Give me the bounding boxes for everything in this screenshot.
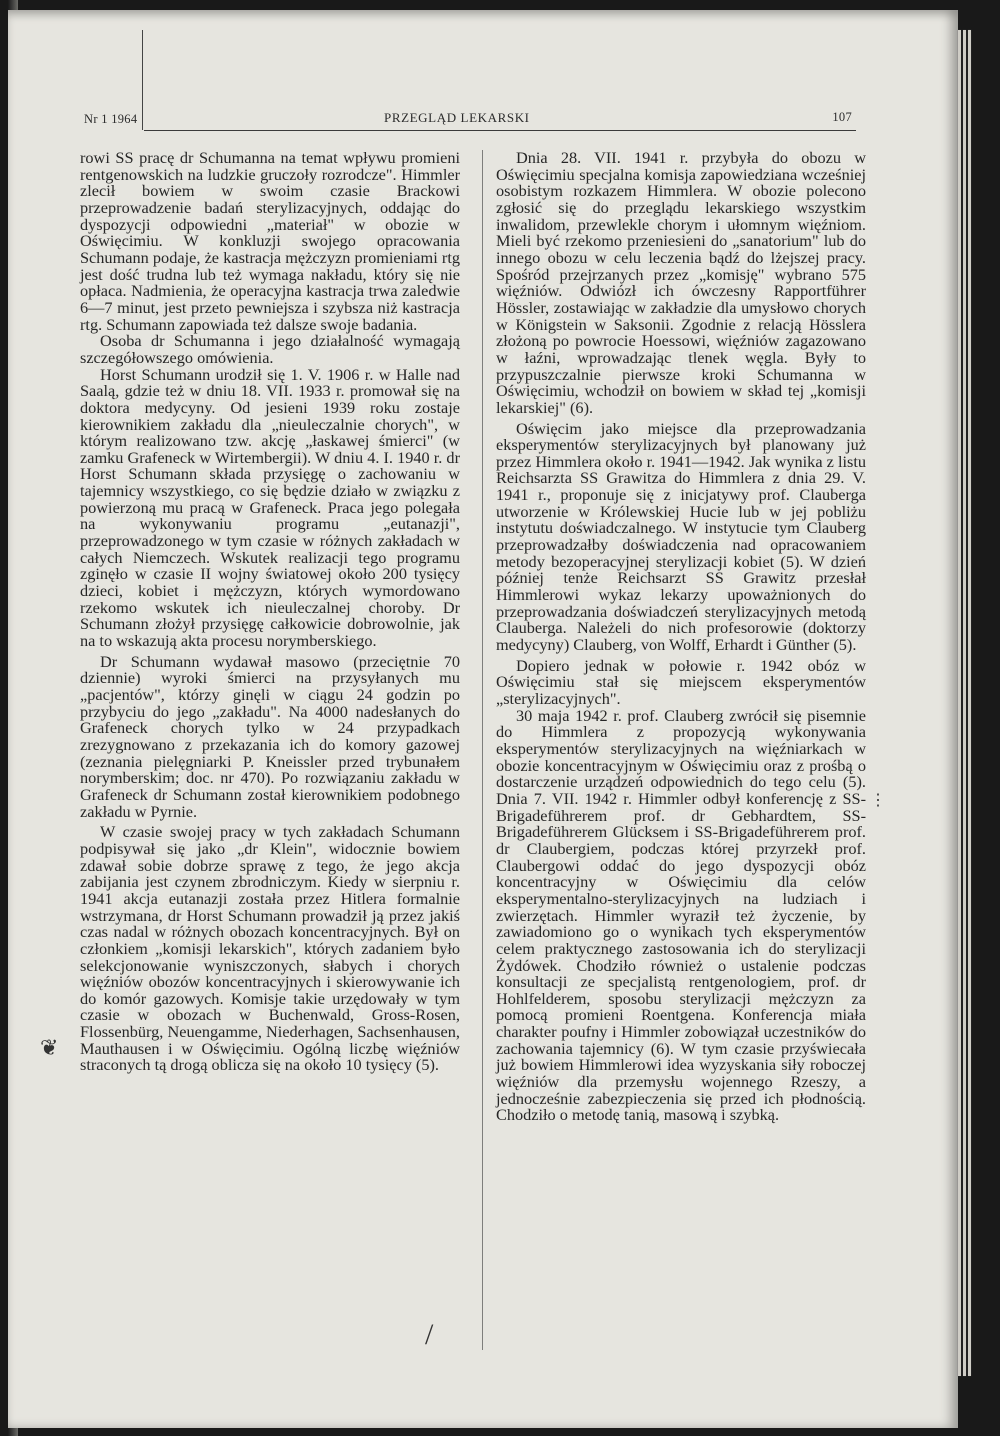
header-rule bbox=[144, 130, 856, 131]
page-edge bbox=[963, 30, 966, 1376]
paragraph: Oświęcim jako miejsce dla przeprowadzania eksperymentów sterylizacyjnych był planowany już przez Himmlera około r. 1941—1942. Jak wynika z listu Reichsarzta SS Grawitza do Himmlera z dnia 29. V. 1941 r., proponuje się z inicjatywy prof. Clauberga utworzenie w Królewskiej Hucie lub w jej pobliżu instytutu doświadczalnego. W instytucie tym Clauberg przeprowadzałby doświadczenia nad opracowaniem metody bezoperacyjnej sterylizacji kobiet (5). W dzień później tenże Reichsarzt SS Grawitz przesłał Himmlerowi wykaz lekarzy upoważnionych do przeprowadzania doświadczeń sterylizacyjnych metodą Clauberga. Należeli do nich profesorowie (doktorzy medycyny) Clauberg, von Wolff, Erhardt i Günther (5). bbox=[496, 418, 866, 655]
right-column bbox=[496, 150, 866, 1124]
page-number: 107 bbox=[832, 110, 852, 124]
paragraph: Dr Schumann wydawał masowo (przeciętnie 70 dziennie) wyroki śmierci na przysyłanych mu „pacjentów", którzy ginęli w ciągu 24 godzin po przybyciu do jego „zakładu". Na 4000 nadesłanych do Grafeneck chorych tylko w 24 przypadkach zrezygnowano z przekazania ich do komory gazowej (zeznania pielęgniarki P. Kneissler przed trybunałem norymberskim; doc. nr 470). Po rozwiązaniu zakładu w Grafeneck dr Schumann został kierownikiem podobnego zakładu w Pyrnie. bbox=[80, 651, 460, 821]
paragraph: Horst Schumann urodził się 1. V. 1906 r. w Halle nad Saalą, gdzie też w dniu 18. VII. 1933 r. promował się na doktora medycyny. Od jesieni 1939 roku zostaje kierownikiem zakładu dla „nieuleczalnie chorych", w którym realizowano tzw. akcję „łaskawej śmierci" (w zamku Grafeneck w Wirtembergii). W dniu 4. I. 1940 r. dr Horst Schumann składa przysięgę o zachowaniu w tajemnicy wszystkiego, co się będzie działo w związku z powierzoną mu pracą w Grafeneck. Praca jego polegała na wykonywaniu programu „eutanazji", przeprowadzonego w tym czasie w różnych zakładach w całych Niemczech. Wskutek realizacji tego programu zginęło w czasie II wojny światowej około 200 tysięcy dzieci, kobiet i mężczyzn, których wymordowano rzekomo wskutek ich nieuleczalnej choroby. Dr Schumann złożył przysięgę całkowicie dobrowolnie, jak na to wskazują akta procesu norymberskiego. bbox=[80, 364, 460, 651]
running-header bbox=[84, 110, 852, 132]
column-divider bbox=[482, 150, 483, 1350]
paragraph: Dopiero jednak w połowie r. 1942 obóz w Oświęcimiu stał się miejscem eksperymentów „sterylizacyjnych". bbox=[496, 655, 866, 708]
page-edge bbox=[958, 30, 961, 1376]
margin-mark-icon: ❦ bbox=[40, 1035, 59, 1060]
page-edge bbox=[968, 30, 971, 1376]
dot-mark-icon: ⋮ bbox=[870, 792, 886, 809]
paragraph: 30 maja 1942 r. prof. Clauberg zwrócił się pisemnie do Himmlera z propozycją wykonywania eksperymentów sterylizacyjnych na więźniarkach w obozie koncentracyjnym w Oświęcimiu oraz z prośbą o dostarczenie urządzeń odpowiednich do tego celu (5). Dnia 7. VII. 1942 r. Himmler odbył konferencję z SS-Brigadeführerem prof. dr Gebhardtem, SS-Brigadeführerem Glücksem i SS-Brigadeführerem prof. dr Claubergiem, podczas której przyrzekł prof. Claubergowi oddać do jego dyspozycji obóz koncentracyjny w Oświęcimiu dla celów eksperymentalno-sterylizacyjnych na ludziach i zwierzętach. Himmler wyraził też życzenie, by zawiadomiono go o wynikach tych eksperymentów celem praktycznego zastosowania ich do sterylizacji Żydówek. Chodziło również o ustalenie podczas konsultacji ze specjalistą rentgenologiem, prof. dr Hohlfelderem, sposobu sterylizacji mężczyzn za pomocą promieni Roentgena. Konferencja miała charakter poufny i Himmler zobowiązał uczestników do zachowania tajemnicy (6). W tym czasie przyświecała już bowiem Himmlerowi idea wyzyskania siły roboczej więźniów dla przemysłu wojennego Rzeszy, a jednocześnie zabezpieczenia się przed ich płodnością. Chodziło o metodę tanią, masową i szybką. bbox=[496, 705, 866, 1125]
issue-number: Nr 1 1964 bbox=[84, 112, 138, 126]
paragraph: Osoba dr Schumanna i jego działalność wymagają szczegółowszego omówienia. bbox=[80, 331, 460, 367]
paragraph: Dnia 28. VII. 1941 r. przybyła do obozu w Oświęcimiu specjalna komisja zapowiedziana wcześniej osobistym rozkazem Himmlera. W obozie polecono zgłosić się do przeglądu lekarskiego wszystkim inwalidom, przewlekle chorym i ułomnym więźniom. Mieli być rzekomo przeniesieni do „sanatorium" lub do innego obozu w celu leczenia bądź do lżejszej pracy. Spośród przejrzanych przez „komisję" wybrano 575 więźniów. Odwiózł ich ówczesny Rapportführer Hössler, zostawiając w zakładzie dla umysłowo chorych w Königstein w Saksonii. Zgodnie z relacją Hösslera złożoną po powrocie Hoessowi, więźniów zagazowano w łaźni, wprowadzając tlenek węgla. Były to przypuszczalnie pierwsze kroki Schumanna w Oświęcimiu, wchodził on bowiem w skład tej „komisji lekarskiej" (6). bbox=[496, 148, 866, 417]
left-column bbox=[80, 150, 460, 1074]
paragraph: rowi SS pracę dr Schumanna na temat wpływu promieni rentgenowskich na ludzkie gruczoły rozrodcze". Himmler zlecił bowiem w swoim czasie Brackowi przeprowadzenie badań sterylizacyjnych, oddając do dyspozycji odpowiedni „materiał" w obozie w Oświęcimiu. W konkluzji swojego opracowania Schumann podaje, że kastracja mężczyzn promieniami rtg jest dość trudna lub też wymaga nakładu, który się nie opłaca. Nadmienia, że operacyjna kastracja trwa zaledwie 6—7 minut, jest przeto pewniejsza i szybsza niż kastracja rtg. Schumann zapowiada też dalsze swoje badania. bbox=[80, 148, 460, 334]
paragraph: W czasie swojej pracy w tych zakładach Schumann podpisywał się jako „dr Klein", widocznie bowiem zdawał sobie dobrze sprawę z tego, że jego akcja zabijania jest czynem zbrodniczym. Kiedy w sierpniu r. 1941 akcja eutanazji została przez Hitlera formalnie wstrzymana, dr Horst Schumann prowadził ją przez jakiś czas nadal w różnych obozach koncentracyjnych. Był on członkiem „komisji lekarskich", których zadaniem było selekcjonowanie wyniszczonych, słabych i chorych więźniów obozów koncentracyjnych i skierowywanie ich do komór gazowych. Komisje takie urzędowały w tym czasie w obozach w Buchenwald, Gross-Rosen, Flossenbürg, Neuengamme, Niederhagen, Sachsenhausen, Mauthausen i w Oświęcimiu. Ogólną liczbę więźniów straconych tą drogą oblicza się na około 10 tysięcy (5). bbox=[80, 822, 460, 1075]
pencil-stroke-icon: / bbox=[425, 1318, 434, 1351]
journal-title: PRZEGLĄD LEKARSKI bbox=[384, 110, 530, 125]
